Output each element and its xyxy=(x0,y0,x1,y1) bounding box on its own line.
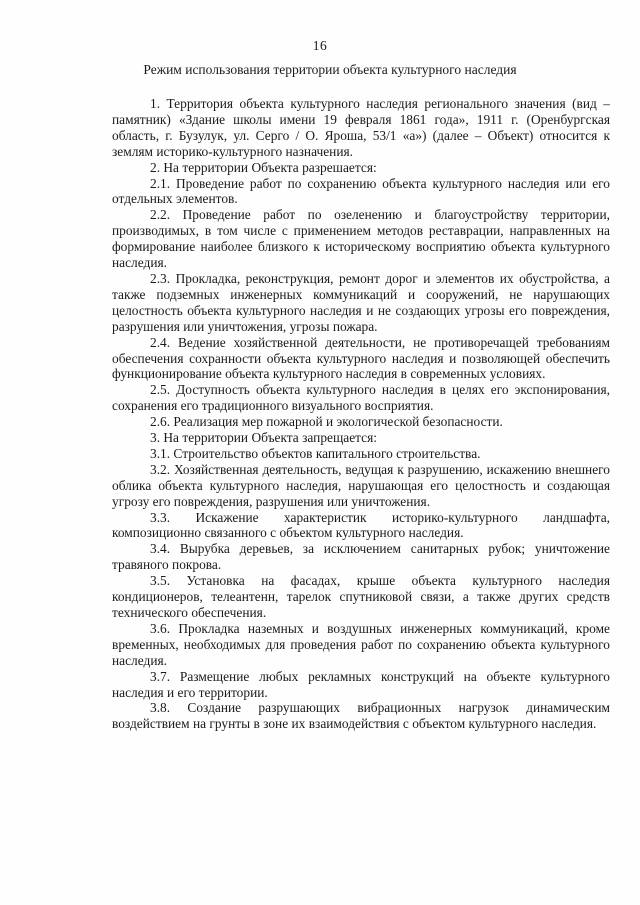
paragraph-3-2: 3.2. Хозяйственная деятельность, ведущая к разрушению, искажению внешнего облика объекта культурного наследия, нарушающая его целостность и создающая угрозу его повреждения, разрушения или уничтожения. xyxy=(112,461,610,509)
paragraph-3-5: 3.5. Установка на фасадах, крыше объекта культурного наследия кондиционеров, телеантенн, тарелок спутниковой связи, а также других средств технического обеспечения. xyxy=(112,573,610,620)
paragraph-2-2: 2.2. Проведение работ по озеленению и благоустройству территории, производимых, в том числе с применением методов реставрации, направленных на формирование наиболее близкого к историческому восприятию объекта культурного наследия. xyxy=(112,207,610,271)
paragraph-2-6: 2.6. Реализация мер пожарной и экологической безопасности. xyxy=(150,414,503,430)
paragraph-3-1: 3.1. Строительство объектов капитального строительства. xyxy=(150,445,481,461)
paragraph-3-6: 3.6. Прокладка наземных и воздушных инженерных коммуникаций, кроме временных, необходимых для проведения работ по сохранению объекта культурного наследия. xyxy=(112,620,610,668)
paragraph-3-4: 3.4. Вырубка деревьев, за исключением санитарных рубок; уничтожение травяного покрова. xyxy=(112,541,610,573)
paragraph-2: 2. На территории Объекта разрешается: xyxy=(150,159,377,175)
paragraph-2-4: 2.4. Ведение хозяйственной деятельности, не противоречащей требованиям обеспечения сохранности объекта культурного наследия и позволяющей обеспечить функционирование объекта культурного наследия в современных условиях. xyxy=(112,334,610,382)
paragraph-2-5: 2.5. Доступность объекта культурного наследия в целях его экспонирования, сохранения его традиционного визуального восприятия. xyxy=(112,382,610,414)
paragraph-3-7: 3.7. Размещение любых рекламных конструкций на объекте культурного наследия и его территории. xyxy=(112,668,610,700)
paragraph-3-3: 3.3. Искажение характеристик историко-культурного ландшафта, композиционно связанного с объектом культурного наследия. xyxy=(112,509,610,541)
paragraph-1: 1. Территория объекта культурного наследия регионального значения (вид – памятник) «Здание школы имени 19 февраля 1861 года», 1911 г. (Оренбургская область, г. Бузулук, ул. Серго / О. Яроша, 53/1 «а») (далее – Объект) относится к землям историко-культурного назначения. xyxy=(112,96,610,159)
document-title: Режим использования территории объекта культурного наследия xyxy=(143,62,517,77)
paragraph-3-8: 3.8. Создание разрушающих вибрационных нагрузок динамическим воздействием на грунты в зоне их взаимодействия с объектом культурного наследия. xyxy=(112,700,610,732)
paragraph-3: 3. На территории Объекта запрещается: xyxy=(150,430,377,446)
page-number: 16 xyxy=(312,38,328,53)
paragraph-2-1: 2.1. Проведение работ по сохранению объекта культурного наследия или его отдельных элементов. xyxy=(112,175,610,207)
paragraph-2-3: 2.3. Прокладка, реконструкция, ремонт дорог и элементов их обустройства, а также подземных инженерных коммуникаций и сооружений, не нарушающих целостность объекта культурного наследия и не создающих угрозы его повреждения, разрушения или уничтожения, угрозы пожара. xyxy=(112,270,610,334)
document-body xyxy=(112,96,610,732)
